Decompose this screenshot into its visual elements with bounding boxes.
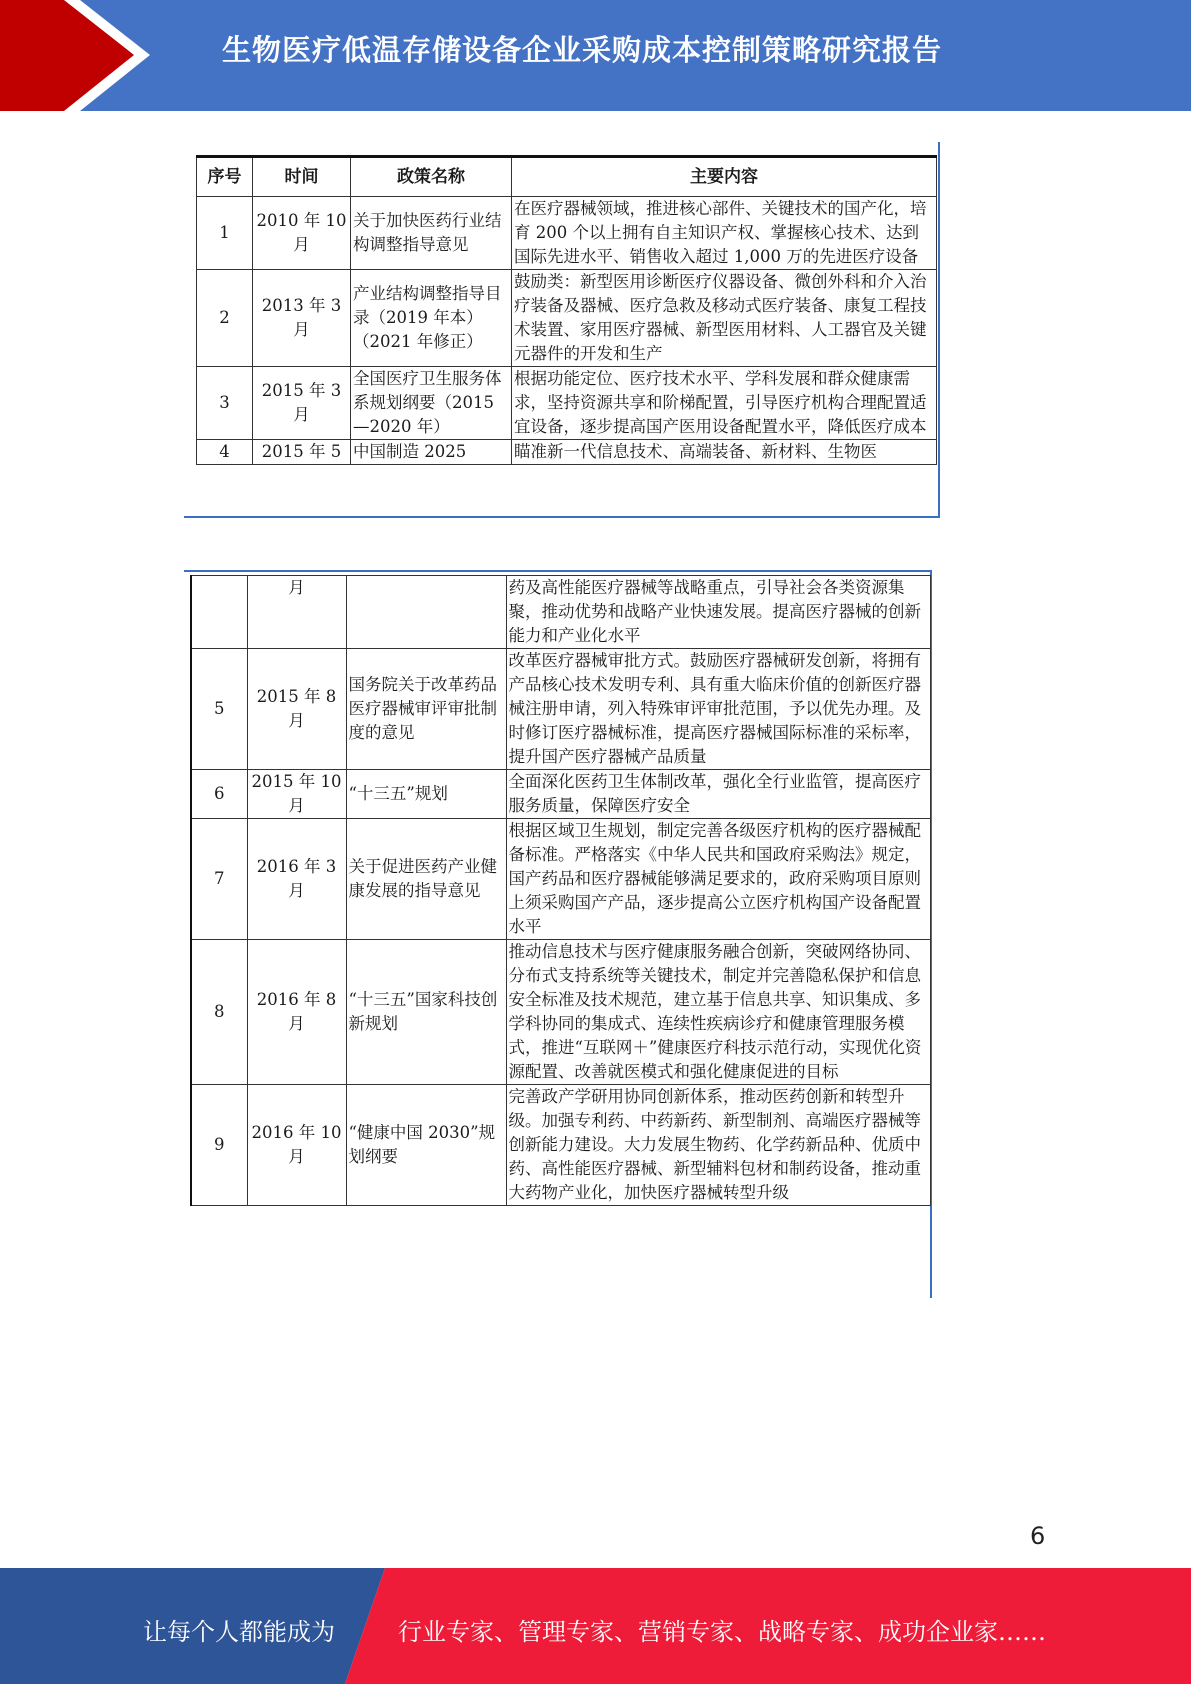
row-date: 2015 年 8 月	[247, 649, 346, 770]
policy-table-part1	[196, 155, 937, 465]
row-no: 4	[197, 440, 253, 465]
row-policy-name: 产业结构调整指导目录（2019 年本）（2021 年修正）	[351, 270, 512, 367]
row-no	[191, 576, 247, 649]
row-date: 2016 年 10 月	[247, 1085, 346, 1206]
row-content: 药及高性能医疗器械等战略重点，引导社会各类资源集聚，推动优势和战略产业快速发展。提高医疗器械的创新能力和产业化水平	[506, 576, 930, 649]
table-row	[197, 367, 937, 440]
row-policy-name: “十三五”规划	[346, 770, 506, 819]
table-header-row	[197, 157, 937, 197]
table-row	[191, 1085, 930, 1206]
row-no: 5	[191, 649, 247, 770]
header-date: 时间	[253, 157, 351, 197]
row-date: 2015 年 3 月	[253, 367, 351, 440]
row-policy-name: 全国医疗卫生服务体系规划纲要（2015—2020 年）	[351, 367, 512, 440]
row-date: 2010 年 10 月	[253, 197, 351, 270]
table-row	[191, 649, 930, 770]
row-policy-name	[346, 576, 506, 649]
table-row	[191, 576, 930, 649]
table-row	[191, 819, 930, 940]
row-content: 完善政产学研用协同创新体系，推动医药创新和转型升级。加强专利药、中药新药、新型制剂、高端医疗器械等创新能力建设。大力发展生物药、化学药新品种、优质中药、高性能医疗器械、新型辅料包材和制药设备，推动重大药物产业化，加快医疗器械转型升级	[506, 1085, 930, 1206]
row-no: 9	[191, 1085, 247, 1206]
page-number: 6	[1030, 1522, 1046, 1550]
page-footer	[0, 1568, 1191, 1684]
row-policy-name: 国务院关于改革药品医疗器械审评审批制度的意见	[346, 649, 506, 770]
table-row	[191, 940, 930, 1085]
header-content: 主要内容	[512, 157, 937, 197]
header-no: 序号	[197, 157, 253, 197]
row-date: 2015 年 5	[253, 440, 351, 465]
row-policy-name: “十三五”国家科技创新规划	[346, 940, 506, 1085]
page-header	[0, 0, 1191, 111]
row-date: 2015 年 10 月	[247, 770, 346, 819]
row-no: 6	[191, 770, 247, 819]
row-content: 全面深化医药卫生体制改革，强化全行业监管，提高医疗服务质量，保障医疗安全	[506, 770, 930, 819]
row-content: 推动信息技术与医疗健康服务融合创新，突破网络协同、分布式支持系统等关键技术，制定并完善隐私保护和信息安全标准及技术规范，建立基于信息共享、知识集成、多学科协同的集成式、连续性疾病诊疗和健康管理服务模式，推进“互联网＋”健康医疗科技示范行动，实现优化资源配置、改善就医模式和强化健康促进的目标	[506, 940, 930, 1085]
row-date: 2013 年 3 月	[253, 270, 351, 367]
table-row	[197, 440, 937, 465]
header-name: 政策名称	[351, 157, 512, 197]
row-date: 2016 年 8 月	[247, 940, 346, 1085]
row-content: 鼓励类：新型医用诊断医疗仪器设备、微创外科和介入治疗装备及器械、医疗急救及移动式医疗装备、康复工程技术装置、家用医疗器械、新型医用材料、人工器官及关键元器件的开发和生产	[512, 270, 937, 367]
row-date: 月	[247, 576, 346, 649]
row-content: 根据区域卫生规划，制定完善各级医疗机构的医疗器械配备标准。严格落实《中华人民共和国政府采购法》规定，国产药品和医疗器械能够满足要求的，政府采购项目原则上须采购国产产品，逐步提高公立医疗机构国产设备配置水平	[506, 819, 930, 940]
row-policy-name: “健康中国 2030”规划纲要	[346, 1085, 506, 1206]
table-row	[197, 197, 937, 270]
table-row	[191, 770, 930, 819]
row-content: 改革医疗器械审批方式。鼓励医疗器械研发创新，将拥有产品核心技术发明专利、具有重大临床价值的创新医疗器械注册申请，列入特殊审评审批范围，予以优先办理。及时修订医疗器械标准，提高医疗器械国际标准的采标率，提升国产医疗器械产品质量	[506, 649, 930, 770]
row-no: 3	[197, 367, 253, 440]
footer-slogan-left: 让每个人都能成为	[143, 1618, 335, 1646]
policy-table-part2	[190, 575, 931, 1206]
row-date: 2016 年 3 月	[247, 819, 346, 940]
row-content: 在医疗器械领域，推进核心部件、关键技术的国产化，培育 200 个以上拥有自主知识产权、掌握核心技术、达到国际先进水平、销售收入超过 1,000 万的先进医疗设备	[512, 197, 937, 270]
row-no: 7	[191, 819, 247, 940]
chevron-arrow-icon	[0, 0, 150, 111]
row-policy-name: 中国制造 2025	[351, 440, 512, 465]
footer-slogan-right: 行业专家、管理专家、营销专家、战略专家、成功企业家……	[398, 1618, 1046, 1646]
row-content: 瞄准新一代信息技术、高端装备、新材料、生物医	[512, 440, 937, 465]
row-content: 根据功能定位、医疗技术水平、学科发展和群众健康需求，坚持资源共享和阶梯配置，引导医疗机构合理配置适宜设备，逐步提高国产医用设备配置水平，降低医疗成本	[512, 367, 937, 440]
report-title: 生物医疗低温存储设备企业采购成本控制策略研究报告	[222, 33, 943, 67]
row-no: 8	[191, 940, 247, 1085]
row-no: 2	[197, 270, 253, 367]
table-row	[197, 270, 937, 367]
row-policy-name: 关于促进医药产业健康发展的指导意见	[346, 819, 506, 940]
row-policy-name: 关于加快医药行业结构调整指导意见	[351, 197, 512, 270]
row-no: 1	[197, 197, 253, 270]
